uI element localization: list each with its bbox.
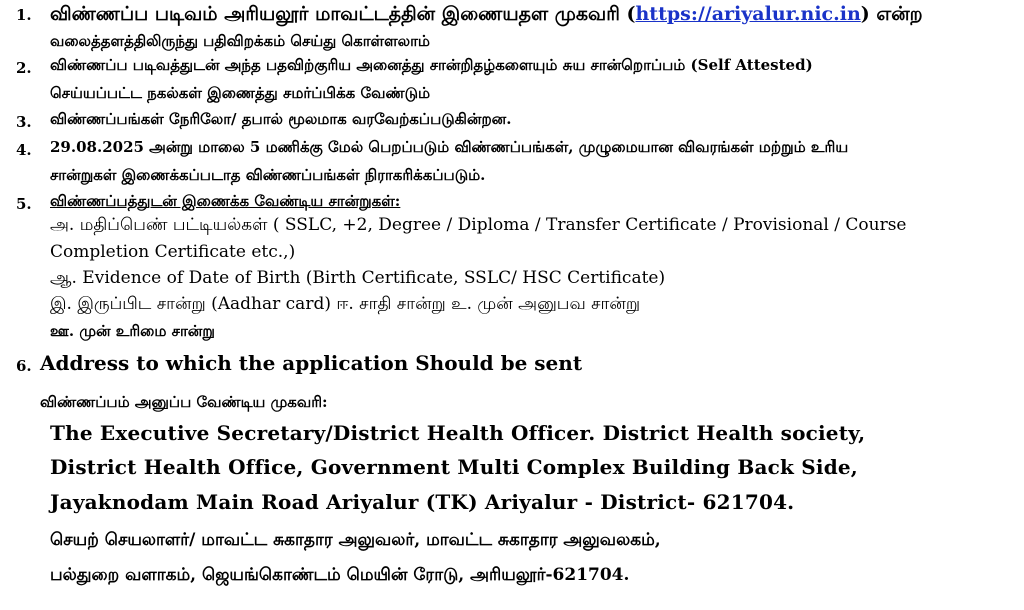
certificate-line-d: ஊ. முன் உரிமை சான்று	[50, 322, 215, 340]
website-link[interactable]: https://ariyalur.nic.in	[635, 3, 861, 25]
item-2-line-2: செய்யப்பட்ட நகல்கள் இணைத்து சமர்ப்பிக்க வேண்டும்	[50, 84, 431, 102]
address-english-line-2: District Health Office, Government Multi Complex Building Back Side,	[50, 455, 858, 479]
item-6-number: 6.	[16, 357, 32, 375]
address-english-line-1: The Executive Secretary/District Health Officer. District Health society,	[50, 421, 866, 445]
address-tamil-line-1: செயற் செயலாளர்/ மாவட்ட சுகாதார அலுவலர், மாவட்ட சுகாதார அலுவலகம்,	[50, 530, 661, 550]
item-2-line-1: விண்ணப்ப படிவத்துடன் அந்த பதவிற்குரிய அனைத்து சான்றிதழ்களையும் சுய சான்றொப்பம் (Self Attested)	[50, 56, 813, 74]
item-1-text-before: விண்ணப்ப படிவம் அரியலூர் மாவட்டத்தின் இணையதள முகவரி (	[50, 3, 636, 25]
item-5-heading: விண்ணப்பத்துடன் இணைக்க வேண்டிய சான்றுகள்:	[50, 192, 401, 210]
item-1-number: 1.	[16, 6, 32, 24]
item-4-number: 4.	[16, 141, 32, 159]
address-tamil-line-2: பல்துறை வளாகம், ஜெயங்கொண்டம் மெயின் ரோடு, அரியலூர்-621704.	[50, 565, 630, 585]
certificate-line-c: இ. இருப்பிட சான்று (Aadhar card) ஈ. சாதி சான்று உ. முன் அனுபவ சான்று	[50, 294, 641, 314]
certificate-line-a: அ. மதிப்பெண் பட்டியல்கள் ( SSLC, +2, Degree / Diploma / Transfer Certificate / Provisional / Course	[50, 215, 907, 235]
address-heading: Address to which the application Should be sent	[40, 351, 583, 375]
certificate-line-a-cont: Completion Certificate etc.,)	[50, 242, 296, 262]
item-3-line-1: விண்ணப்பங்கள் நேரிலோ/ தபால் மூலமாக வரவேற்கப்படுகின்றன.	[50, 110, 512, 128]
item-1-line-1	[50, 3, 923, 28]
address-sub-heading: விண்ணப்பம் அனுப்ப வேண்டிய முகவரி:	[40, 393, 328, 411]
item-2-number: 2.	[16, 59, 32, 77]
item-4-line-2: சான்றுகள் இணைக்கப்படாத விண்ணப்பங்கள் நிராகரிக்கப்படும்.	[50, 166, 486, 184]
certificate-line-b: ஆ. Evidence of Date of Birth (Birth Certificate, SSLC/ HSC Certificate)	[50, 268, 666, 288]
item-3-number: 3.	[16, 113, 32, 131]
item-5-number: 5.	[16, 195, 32, 213]
item-1-text-after: ) என்ற	[860, 3, 923, 25]
item-4-line-1: 29.08.2025 அன்று மாலை 5 மணிக்கு மேல் பெறப்படும் விண்ணப்பங்கள், முழுமையான விவரங்கள் மற்றும் உரிய	[50, 138, 849, 156]
item-1-line-2: வலைத்தளத்திலிருந்து பதிவிறக்கம் செய்து கொள்ளலாம்	[50, 32, 430, 50]
address-english-line-3: Jayaknodam Main Road Ariyalur (TK) Ariyalur - District- 621704.	[50, 490, 795, 514]
